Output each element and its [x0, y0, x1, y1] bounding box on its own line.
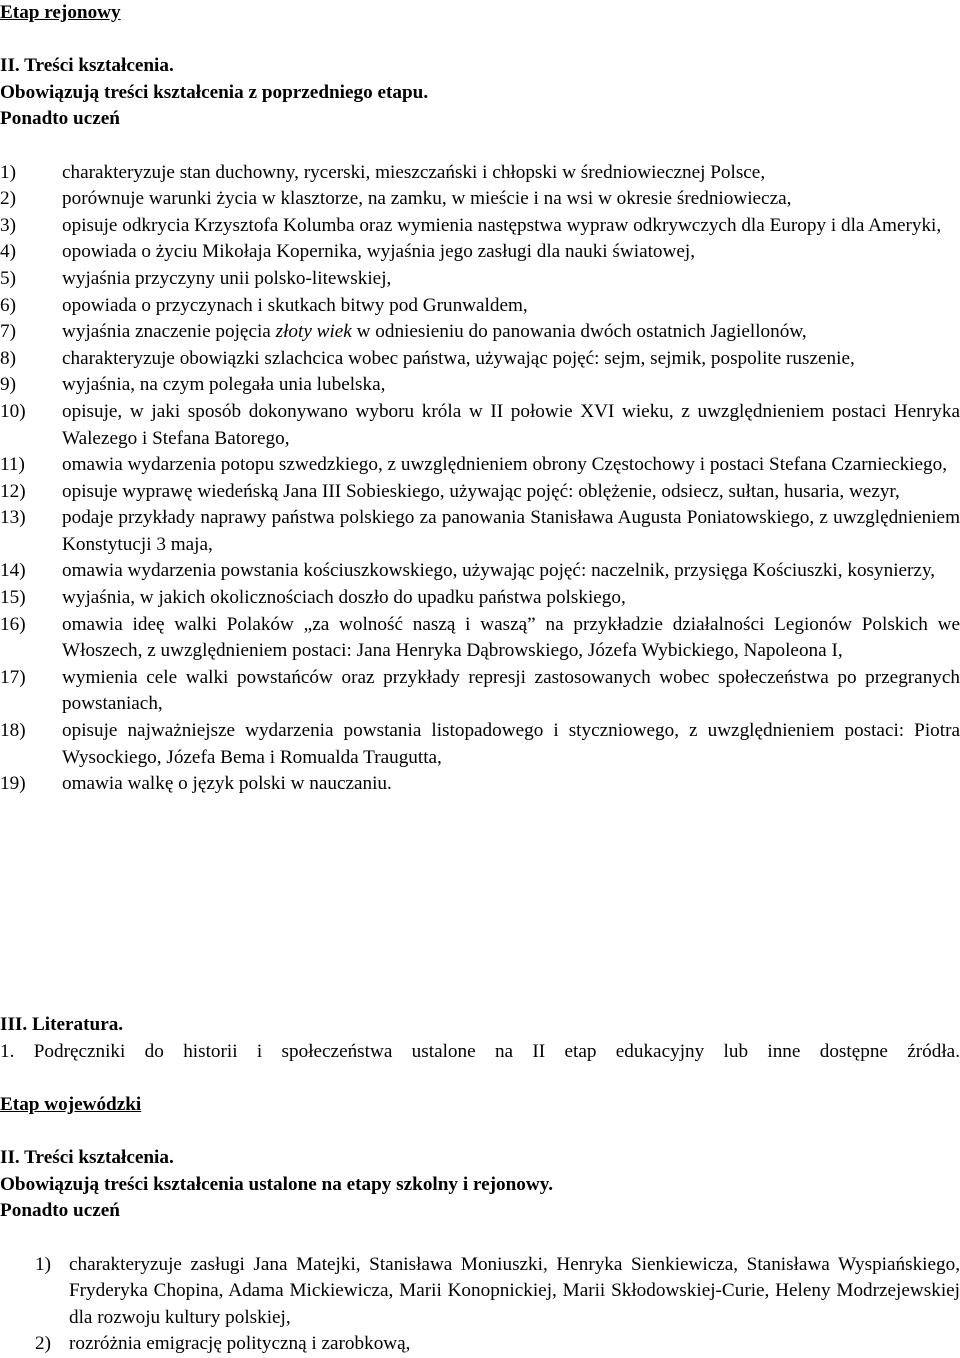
list-item: [0, 399, 960, 452]
item-number: 18): [0, 720, 26, 742]
obligation-text: Obowiązują treści kształcenia z poprzedniego etapu.: [0, 81, 429, 103]
literature-text: 1. Podręczniki do historii i społeczeństwa ustalone na II etap edukacyjny lub inne dostępne źródła.: [0, 1040, 960, 1062]
learning-outcomes-list: [0, 1252, 960, 1358]
list-item: [0, 558, 960, 585]
item-number: 8): [0, 347, 16, 369]
item-text: charakteryzuje stan duchowny, rycerski, mieszczański i chłopski w średniowiecznej Polsce,: [62, 161, 766, 183]
list-item: [0, 585, 960, 612]
item-number: 19): [0, 773, 26, 795]
list-item: [0, 718, 960, 771]
list-item: [0, 665, 960, 718]
item-text: opisuje wyprawę wiedeńską Jana III Sobieskiego, używając pojęć: oblężenie, odsiecz, sułtan, husaria, wezyr,: [62, 480, 900, 502]
item-text: rozróżnia emigrację polityczną i zarobkową,: [69, 1333, 411, 1355]
item-text: charakteryzuje obowiązki szlachcica wobec państwa, używając pojęć: sejm, sejmik, pospolite ruszenie,: [62, 347, 855, 369]
list-item: [0, 213, 960, 240]
item-text: wyjaśnia, na czym polegała unia lubelska,: [62, 374, 386, 396]
item-number: 17): [0, 666, 26, 688]
item-text: wyjaśnia przyczyny unii polsko-litewskiej,: [62, 267, 392, 289]
list-item: [0, 372, 960, 399]
item-text: wymienia cele walki powstańców oraz przykłady represji zastosowanych wobec społeczeństwa po przegranych powstaniach,: [62, 666, 960, 715]
list-item: [0, 160, 960, 187]
list-item: [0, 771, 960, 798]
intro-text: Ponadto uczeń: [0, 108, 120, 130]
item-text: wyjaśnia znaczenie pojęcia: [62, 321, 276, 343]
item-number: 12): [0, 480, 26, 502]
section-wojewodzki: [0, 1092, 960, 1358]
item-text: opowiada o przyczynach i skutkach bitwy pod Grunwaldem,: [62, 294, 528, 316]
section-title: II. Treści kształcenia.: [0, 1147, 174, 1169]
item-text: omawia wydarzenia potopu szwedzkiego, z uwzględnieniem obrony Częstochowy i postaci Stefana Czarnieckiego,: [62, 454, 947, 476]
item-number: 2): [35, 1333, 51, 1355]
section-literatura: [0, 1012, 960, 1065]
item-text: wyjaśnia, w jakich okolicznościach doszło do upadku państwa polskiego,: [62, 587, 626, 609]
item-number: 7): [0, 321, 16, 343]
item-number: 16): [0, 613, 26, 635]
list-item: [0, 1331, 960, 1358]
item-number: 14): [0, 560, 26, 582]
item-text: omawia wydarzenia powstania kościuszkowskiego, używając pojęć: naczelnik, przysięga Kościuszki, kosynierzy,: [62, 560, 936, 582]
obligation-text: Obowiązują treści kształcenia ustalone na etapy szkolny i rejonowy.: [0, 1173, 554, 1195]
item-number: 2): [0, 188, 16, 210]
item-number: 13): [0, 507, 26, 529]
stage-title: Etap rejonowy: [0, 2, 121, 23]
item-number: 1): [0, 161, 16, 183]
item-number: 1): [35, 1253, 51, 1275]
item-text: opisuje najważniejsze wydarzenia powstania listopadowego i styczniowego, z uwzględnieniem postaci: Piotra Wysockiego, Józefa Bema i Romualda Traugutta,: [62, 720, 960, 768]
list-item: [0, 452, 960, 479]
list-item: [0, 479, 960, 506]
list-item: [0, 346, 960, 373]
list-item: [0, 266, 960, 293]
list-item: [0, 319, 960, 346]
item-number: 15): [0, 587, 26, 609]
stage-title: Etap wojewódzki: [0, 1094, 142, 1115]
list-item: [0, 293, 960, 320]
item-text: omawia walkę o język polski w nauczaniu.: [62, 773, 392, 795]
item-text: podaje przykłady naprawy państwa polskiego za panowania Stanisława Augusta Poniatowskiego, z uwzględnieniem Konstytucji 3 maja,: [62, 507, 960, 555]
item-number: 9): [0, 374, 16, 396]
list-item: [0, 239, 960, 266]
list-item: [0, 1252, 960, 1332]
item-text: charakteryzuje zasługi Jana Matejki, Stanisława Moniuszki, Henryka Sienkiewicza, Stanisława Wyspiańskiego, Fryderyka Chopina, Adama Mickiewicza, Marii Konopnickiej, Marii Skłodowskiej-Curie, Heleny Modrzejewskiej dla rozwoju kultury polskiej,: [69, 1253, 960, 1328]
item-number: 11): [0, 454, 25, 476]
item-text: opowiada o życiu Mikołaja Kopernika, wyjaśnia jego zasługi dla nauki światowej,: [62, 241, 696, 263]
list-item: [0, 612, 960, 665]
item-number: 4): [0, 241, 16, 263]
item-text: opisuje odkrycia Krzysztofa Kolumba oraz wymienia następstwa wypraw odkrywczych dla Europy i dla Ameryki,: [62, 214, 942, 236]
list-item: [0, 186, 960, 213]
item-number: 3): [0, 214, 16, 236]
item-number: 5): [0, 267, 16, 289]
item-text-continued: w odniesieniu do panowania dwóch ostatnich Jagiellonów,: [351, 321, 807, 343]
item-number: 6): [0, 294, 16, 316]
section-title: II. Treści kształcenia.: [0, 55, 174, 77]
intro-text: Ponadto uczeń: [0, 1200, 120, 1222]
literature-title: III. Literatura.: [0, 1014, 124, 1035]
item-text: porównuje warunki życia w klasztorze, na zamku, w mieście i na wsi w okresie średniowiecza,: [62, 188, 792, 210]
item-number: 10): [0, 400, 26, 422]
item-term-italic: złoty wiek: [275, 321, 352, 343]
learning-outcomes-list: [0, 160, 960, 798]
item-text: omawia ideę walki Polaków „za wolność naszą i waszą” na przykładzie działalności Legionów Polskich we Włoszech, z uwzględnieniem postaci: Jana Henryka Dąbrowskiego, Józefa Wybickiego, Napoleona I,: [62, 613, 960, 662]
item-text: opisuje, w jaki sposób dokonywano wyboru króla w II połowie XVI wieku, z uwzględnieniem postaci Henryka Walezego i Stefana Batorego,: [62, 400, 960, 449]
list-item: [0, 505, 960, 558]
